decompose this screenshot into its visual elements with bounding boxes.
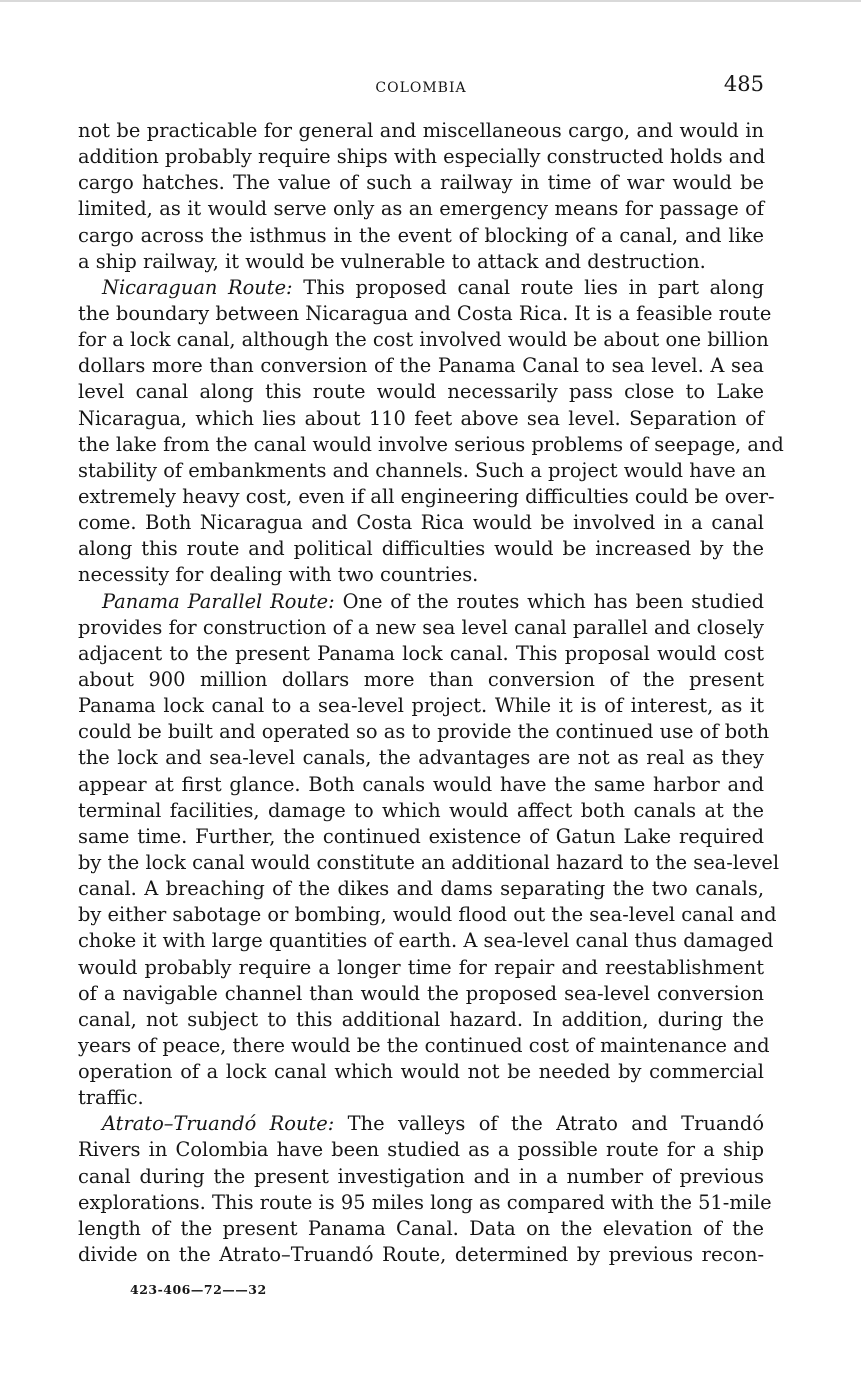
paragraph-atrato-truando-route [78, 1111, 772, 1268]
body-text [78, 118, 784, 1268]
text-line: traffic. [78, 1086, 144, 1110]
text-line: extremely heavy cost, even if all engineering difficulties could be over- [78, 484, 775, 508]
text-line: explorations. This route is 95 miles long as compared with the 51-mile [78, 1190, 772, 1214]
text-line: could be built and operated so as to provide the continued use of both [78, 720, 770, 744]
text-line: would probably require a longer time for repair and reestablishment [78, 955, 764, 979]
run-in-heading: Panama Parallel Route: [102, 589, 335, 613]
text-line-first [78, 1111, 764, 1137]
text-line: years of peace, there would be the continued cost of maintenance and [78, 1033, 770, 1057]
text-line: the boundary between Nicaragua and Costa Rica. It is a feasible route [78, 301, 772, 325]
text-line: of a navigable channel than would the proposed sea-level conversion [78, 981, 764, 1005]
text-line: canal. A breaching of the dikes and dams separating the two canals, [78, 877, 764, 901]
text-line: for a lock canal, although the cost involved would be about one billion [78, 328, 769, 352]
run-in-heading: Nicaraguan Route: [102, 275, 293, 299]
text-line: along this route and political difficulties would be increased by the [78, 537, 764, 561]
text-line: canal during the present investigation and in a number of previous [78, 1164, 764, 1188]
text-line: by either sabotage or bombing, would flood out the sea-level canal and [78, 903, 777, 927]
text-line: Rivers in Colombia have been studied as a possible route for a ship [78, 1138, 764, 1162]
text-line: dollars more than conversion of the Panama Canal to sea level. A sea [78, 354, 764, 378]
text-line: Nicaragua, which lies about 110 feet above sea level. Separation of [78, 406, 764, 430]
printing-code: 423-406—72——32 [130, 1282, 267, 1297]
text-line: canal, not subject to this additional hazard. In addition, during the [78, 1007, 764, 1031]
text-line: cargo across the isthmus in the event of blocking of a canal, and like [78, 223, 764, 247]
text-line: the lake from the canal would involve serious problems of seepage, and [78, 432, 784, 456]
paragraph-railway-continued [78, 118, 764, 275]
text-line: divide on the Atrato–Truandó Route, determined by previous recon- [78, 1243, 764, 1267]
first-line-text: The valleys of the Atrato and Truandó [347, 1112, 764, 1136]
text-line: provides for construction of a new sea level canal parallel and closely [78, 615, 764, 639]
text-line: about 900 million dollars more than conversion of the present [78, 667, 764, 691]
text-line: adjacent to the present Panama lock canal. This proposal would cost [78, 641, 764, 665]
text-line: by the lock canal would constitute an additional hazard to the sea-level [78, 850, 780, 874]
text-line: cargo hatches. The value of such a railway in time of war would be [78, 171, 764, 195]
text-line: terminal facilities, damage to which would affect both canals at the [78, 798, 764, 822]
text-line: level canal along this route would necessarily pass close to Lake [78, 380, 764, 404]
text-line: operation of a lock canal which would not be needed by commercial [78, 1060, 764, 1084]
run-in-heading: Atrato–Truandó Route: [102, 1112, 335, 1136]
text-line: not be practicable for general and miscellaneous cargo, and would in [78, 119, 764, 142]
text-line: choke it with large quantities of earth. A sea-level canal thus damaged [78, 929, 774, 953]
text-line: addition probably require ships with especially constructed holds and [78, 145, 766, 169]
text-line-first [78, 275, 764, 301]
text-line: necessity for dealing with two countries. [78, 563, 479, 587]
page-number: 485 [723, 72, 764, 96]
text-line: stability of embankments and channels. Such a project would have an [78, 458, 766, 482]
text-line: limited, as it would serve only as an emergency means for passage of [78, 197, 764, 221]
paragraph-panama-parallel-route [78, 589, 780, 1112]
running-head: COLOMBIA [375, 80, 467, 96]
text-line: appear at first glance. Both canals would have the same harbor and [78, 772, 764, 796]
text-line: Panama lock canal to a sea-level project. While it is of interest, as it [78, 694, 764, 718]
page-top-rule [0, 0, 861, 2]
paragraph-nicaraguan-route [78, 275, 784, 589]
first-line-text: One of the routes which has been studied [342, 589, 764, 613]
text-line: length of the present Panama Canal. Data on the elevation of the [78, 1216, 764, 1240]
text-line: a ship railway, it would be vulnerable to attack and destruction. [78, 249, 706, 273]
text-line: the lock and sea-level canals, the advantages are not as real as they [78, 746, 764, 770]
text-line: same time. Further, the continued existence of Gatun Lake required [78, 824, 764, 848]
text-line-first [78, 589, 764, 615]
text-line: come. Both Nicaragua and Costa Rica would be involved in a canal [78, 511, 764, 535]
first-line-text: This proposed canal route lies in part along [303, 275, 764, 299]
page-header [78, 72, 764, 102]
